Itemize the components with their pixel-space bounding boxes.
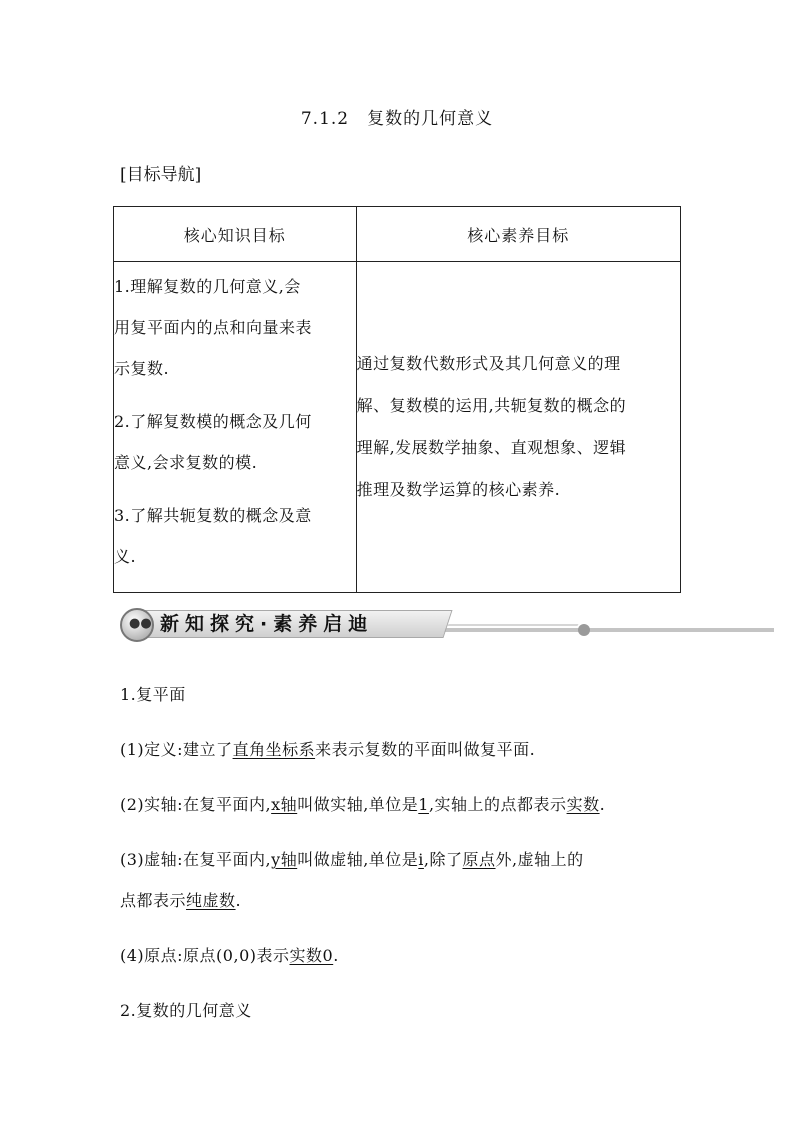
header-core-knowledge: 核心知识目标 [114,207,357,262]
real-axis-line: (2)实轴:在复平面内,x轴叫做实轴,单位是1,实轴上的点都表示实数. [120,795,606,814]
banner-rule [440,628,774,632]
banner-rule-accent [447,624,578,626]
section-banner [118,604,774,644]
knowledge-goal-3: 3.了解共轭复数的概念及意 义. [114,506,312,566]
knowledge-goal-2: 2.了解复数模的概念及几何 意义,会求复数的模. [114,412,312,472]
banner-title: 新知探究·素养启迪 [160,613,374,635]
definition-line: (1)定义:建立了直角坐标系来表示复数的平面叫做复平面. [120,740,536,759]
section2-heading: 2.复数的几何意义 [120,1001,252,1020]
page-title: 7.1.2 复数的几何意义 [300,109,494,129]
header-core-literacy: 核心素养目标 [356,207,680,262]
literacy-goal-text: 通过复数代数形式及其几何意义的理 解、复数模的运用,共轭复数的概念的 理解,发展数学抽象、直观想象、逻辑 推理及数学运算的核心素养. [356,354,627,499]
section1-heading: 1.复平面 [120,685,186,704]
people-icon: ●● [120,608,154,642]
origin-line: (4)原点:原点(0,0)表示实数0. [120,946,339,965]
goal-navigation-label: [目标导航] [120,165,202,185]
goals-table [113,206,681,593]
knowledge-goals-cell [114,262,357,593]
imaginary-axis-line-2: 点都表示纯虚数. [120,891,242,910]
imaginary-axis-line-1: (3)虚轴:在复平面内,y轴叫做虚轴,单位是i,除了原点外,虚轴上的 [120,850,584,869]
knowledge-goal-1: 1.理解复数的几何意义,会 用复平面内的点和向量来表 示复数. [114,277,313,378]
literacy-goals-cell [356,262,680,593]
banner-dot [578,624,590,636]
